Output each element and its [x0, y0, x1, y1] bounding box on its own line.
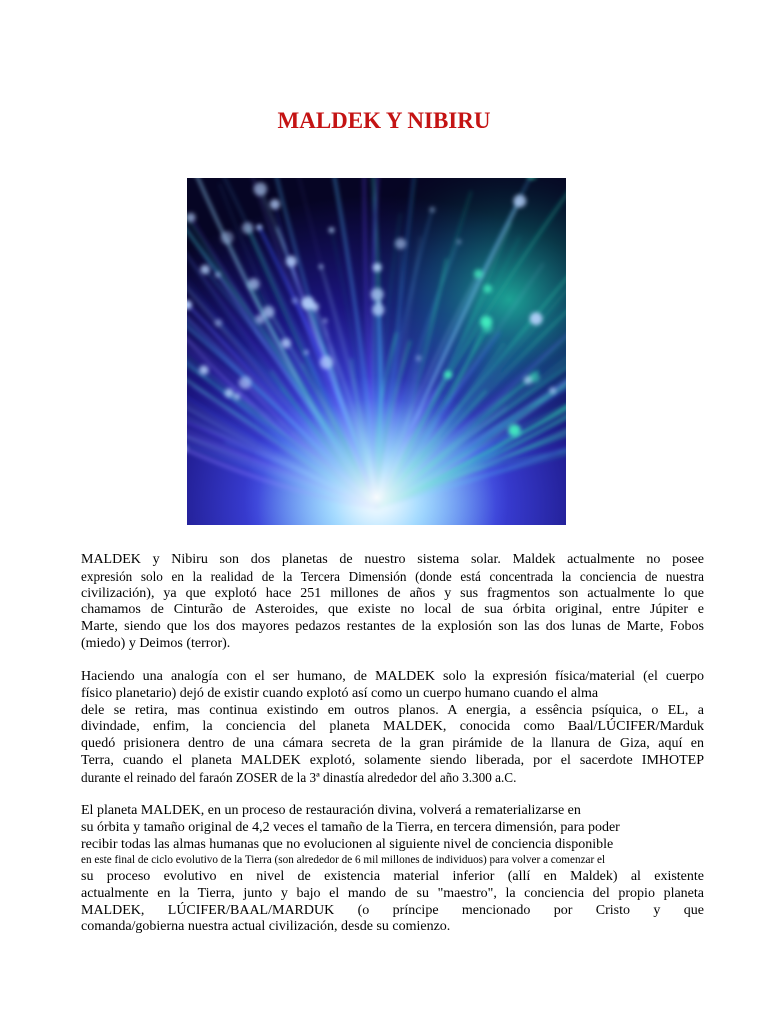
paragraph-2 — [81, 669, 704, 787]
text-line: expresión solo en la realidad de la Tercera Dimensión (donde está concentrada la conciencia de nuestra — [81, 568, 704, 584]
page-title: MALDEK Y NIBIRU — [277, 108, 491, 133]
text-line: MALDEK, LÚCIFER/BAAL/MARDUK (o príncipe mencionado por Cristo y que — [81, 902, 704, 918]
text-line: Marte, siendo que los dos mayores pedazos restantes de la explosión son las dos lunas de Marte, Fobos — [81, 619, 704, 635]
text-line: Haciendo una analogía con el ser humano, de MALDEK solo la expresión física/material (el cuerpo — [81, 669, 704, 684]
paragraph-1 — [81, 552, 704, 653]
text-line: El planeta MALDEK, en un proceso de restauración divina, volverá a rematerializarse en — [81, 803, 581, 818]
text-line: quedó prisionera dentro de una cámara secreta de la gran pirámide de la llanura de Giza, aquí en — [81, 736, 704, 752]
text-line: durante el reinado del faraón ZOSER de la 3ª dinastía alrededor del año 3.300 a.C. — [81, 769, 517, 785]
text-line: recibir todas las almas humanas que no evolucionen al siguiente nivel de conciencia disponible — [81, 836, 614, 852]
text-line: divindade, enfim, la conciencia del planeta MALDEK, conocida como Baal/LÚCIFER/Marduk — [81, 719, 704, 735]
text-line: civilización), ya que explotó hace 251 millones de años y sus fragmentos son actualmente lo que — [81, 585, 704, 601]
text-line: chamamos de Cinturão de Asteroides, que existe no local de sua órbita original, entre Júpiter e — [81, 602, 704, 618]
text-line: MALDEK y Nibiru son dos planetas de nuestro sistema solar. Maldek actualmente no posee — [81, 552, 704, 567]
fiber-optic-image — [187, 178, 566, 525]
text-line: Terra, cuando el planeta MALDEK explotó, solamente siendo liberada, por el sacerdote IMHOTEP — [81, 752, 704, 768]
paragraph-3 — [81, 803, 704, 936]
text-line: comanda/gobierna nuestra actual civilización, desde su comienzo. — [81, 919, 451, 935]
text-line: en este final de ciclo evolutivo de la Tierra (son alrededor de 6 mil millones de individuos) para volver a comenzar el — [81, 854, 606, 867]
text-line: (miedo) y Deimos (terror). — [81, 635, 231, 651]
text-line: su proceso evolutivo en nivel de existencia material inferior (allí en Maldek) al existente — [81, 868, 704, 884]
text-line: dele se retira, mas continua existindo em outros planos. A energia, a essência psíquica, o EL, a — [81, 702, 704, 718]
text-line: su órbita y tamaño original de 4,2 veces el tamaño de la Tierra, en tercera dimensión, para poder — [81, 819, 620, 835]
text-line: físico planetario) dejó de existir cuando explotó así como un cuerpo humano cuando el alma — [81, 685, 599, 701]
text-line: actualmente en la Tierra, junto y bajo el mando de su "maestro", la conciencia del propio planeta — [81, 885, 704, 901]
